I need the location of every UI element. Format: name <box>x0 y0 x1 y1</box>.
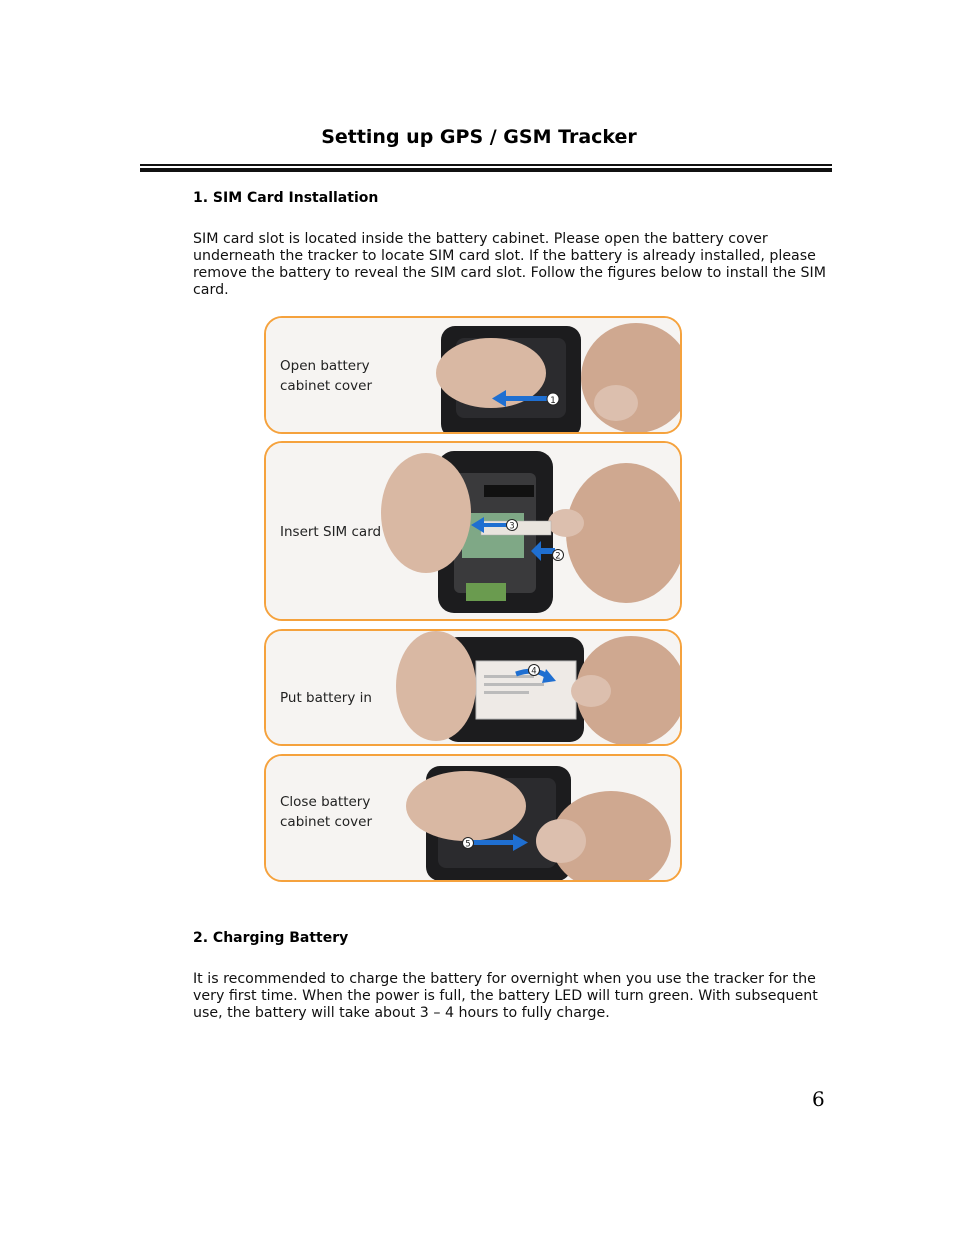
title-rule-thin <box>140 164 832 166</box>
step2-marker-b: 2 <box>555 551 561 562</box>
step2-caption: Insert SIM card <box>280 524 382 540</box>
step4-marker: 5 <box>465 839 471 850</box>
step3-marker: 4 <box>531 666 537 677</box>
figure-step-insert-sim <box>264 441 682 621</box>
page-title: Setting up GPS / GSM Tracker <box>321 126 637 148</box>
step1-marker: 1 <box>550 396 556 406</box>
step3-caption: Put battery in <box>280 690 372 706</box>
section1-heading: 1. SIM Card Installation <box>193 190 379 206</box>
section2-paragraph: It is recommended to charge the battery for overnight when you use the tracker for the very first time. When the power is full, the battery LED will turn green. With subsequent use, the battery will take about 3 – 4 hours to fully charge. <box>193 971 818 1021</box>
figure-step-close-cover <box>264 754 682 882</box>
figure-step-put-battery <box>264 629 682 746</box>
step1-caption: Open battery cabinet cover <box>280 358 372 394</box>
step4-caption: Close battery cabinet cover <box>280 794 372 830</box>
title-rule-thick <box>140 168 832 172</box>
figure-step-open-cover <box>264 316 682 434</box>
section2-heading: 2. Charging Battery <box>193 930 349 946</box>
section1-paragraph: SIM card slot is located inside the battery cabinet. Please open the battery cover underneath the tracker to locate SIM card slot. If the battery is already installed, please remove the battery to reveal the SIM card slot. Follow the figures below to install the SIM card. <box>193 231 826 298</box>
step2-marker-a: 3 <box>509 521 515 532</box>
page-number: 6 <box>812 1087 825 1111</box>
